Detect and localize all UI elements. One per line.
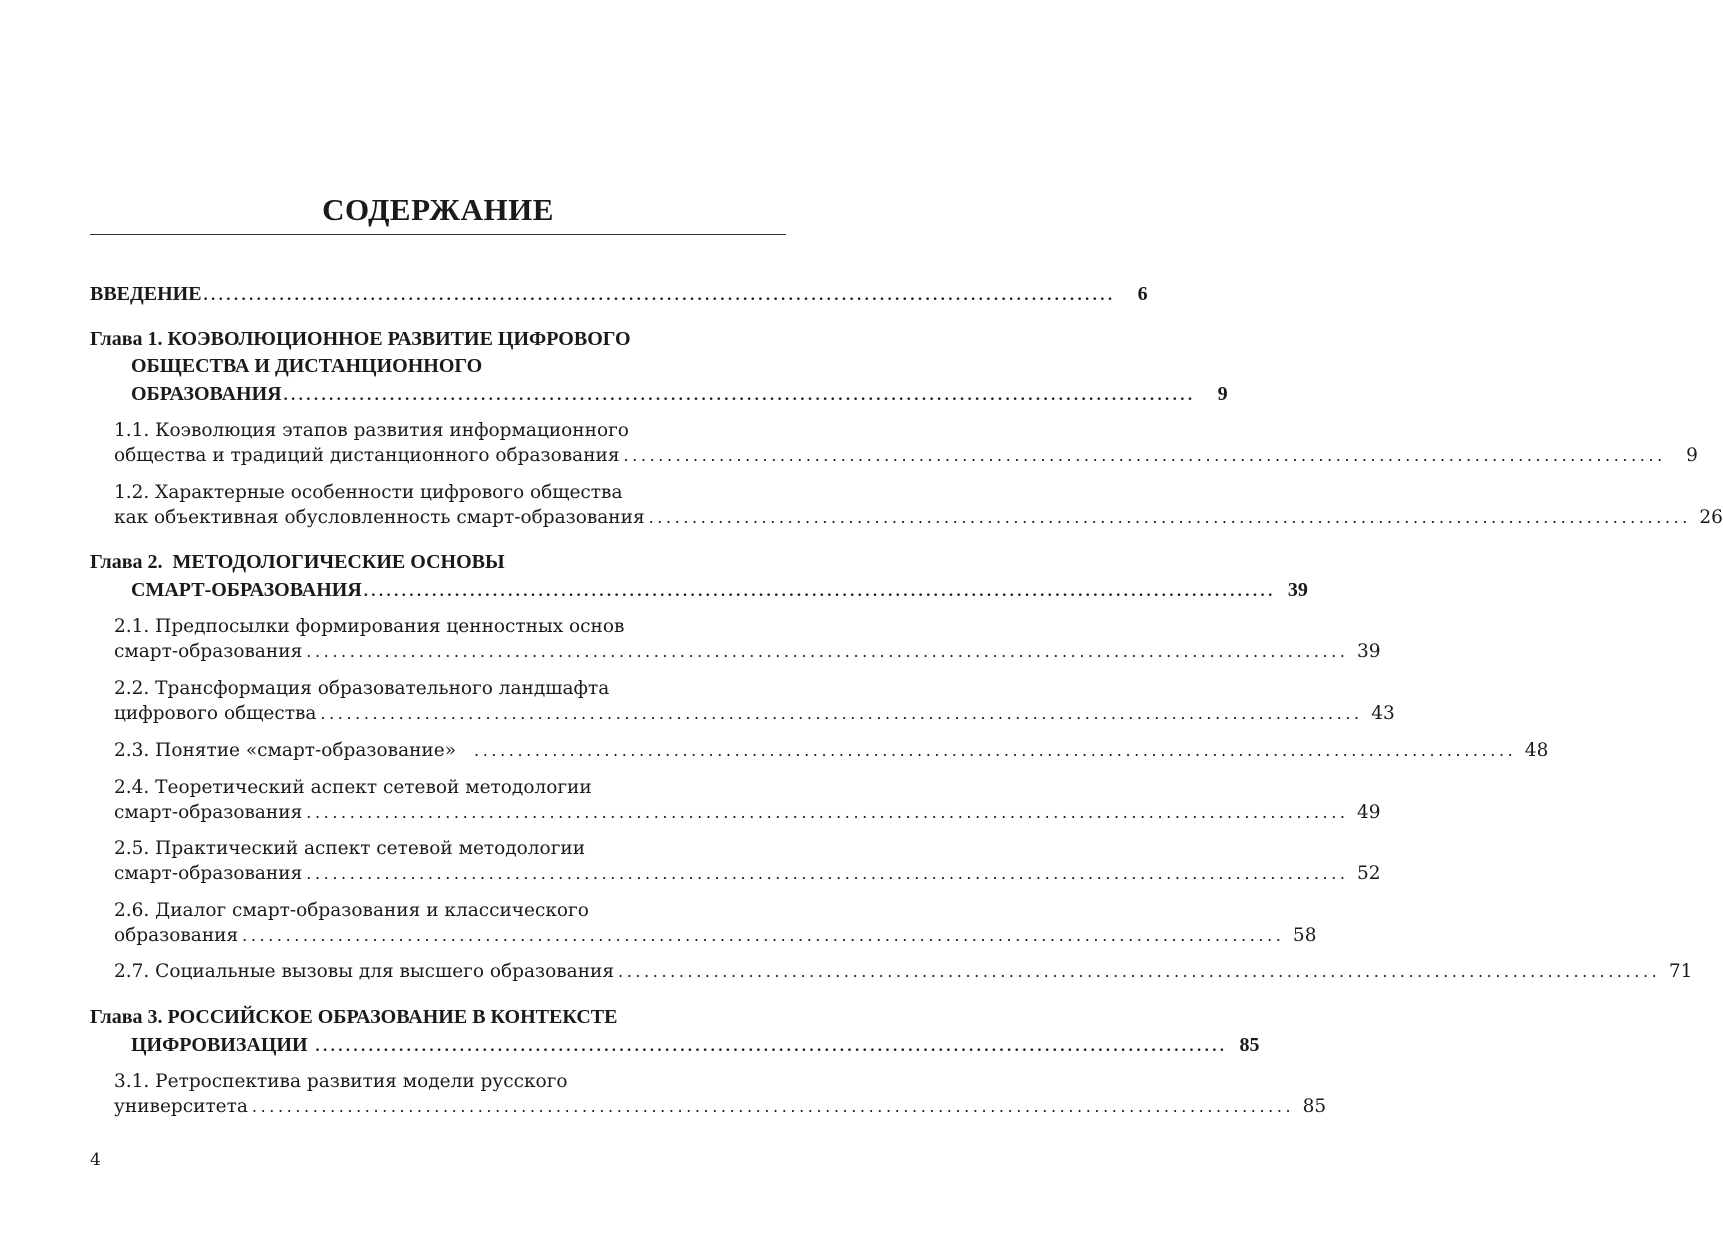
- toc-entry-text: СМАРТ-ОБРАЗОВАНИЯ: [131, 579, 362, 601]
- toc-entry-page: 58: [1292, 925, 1317, 946]
- toc-entry-text: общества и традиций дистанционного образования: [114, 445, 620, 466]
- toc-entry-page: 26: [1699, 507, 1723, 528]
- toc-entry-page: 71: [1668, 961, 1693, 982]
- toc-entry-page: 39: [1357, 641, 1381, 662]
- toc-entry-text: смарт-образования: [114, 863, 303, 884]
- toc-entry-introduction[interactable]: [0, 280, 1148, 308]
- toc-entry-text: 2.6. Диалог смарт-образования и классического: [114, 900, 589, 921]
- dot-leader: ........................................................................................................................: [251, 1097, 1295, 1116]
- toc-entry-text: 2.7. Социальные вызовы для высшего образования: [114, 961, 615, 982]
- toc-entry-page: 85: [1302, 1096, 1327, 1117]
- toc-entry-last-line: [0, 442, 1698, 470]
- toc-entry-text: Глава 3. РОССИЙСКОЕ ОБРАЗОВАНИЕ В КОНТЕКСТЕ: [90, 1006, 618, 1028]
- toc-entry-last-line: [0, 922, 1317, 950]
- dot-leader: ........................................................................................................................: [474, 741, 1517, 760]
- toc-entry-page: 6: [1137, 283, 1148, 305]
- toc-entry-text: 2.4. Теоретический аспект сетевой методологии: [114, 777, 592, 798]
- toc-entry-text: Глава 2. МЕТОДОЛОГИЧЕСКИЕ ОСНОВЫ: [90, 551, 505, 573]
- toc-entry-page: 43: [1371, 703, 1395, 724]
- toc-entry-text: ЦИФРОВИЗАЦИИ: [131, 1034, 308, 1056]
- toc-entry-last-line: [0, 380, 1228, 408]
- toc-entry-text: 2.2. Трансформация образовательного ландшафта: [114, 678, 610, 699]
- dot-leader: ........................................................................................................................: [363, 583, 1276, 600]
- title-rule: [90, 234, 786, 235]
- toc-entry-text: 1.1. Коэволюция этапов развития информационного: [114, 420, 629, 441]
- toc-entry-last-line: [0, 700, 1395, 728]
- page-title: СОДЕРЖАНИЕ: [322, 192, 554, 227]
- dot-leader: ........................................................................................................................: [306, 642, 1349, 661]
- dot-leader: ........................................................................................................................: [203, 287, 1116, 304]
- toc-entry-last-line: [0, 799, 1381, 827]
- toc-entry-page: 9: [1217, 383, 1228, 405]
- toc-entry-text: ОБРАЗОВАНИЯ: [131, 383, 282, 405]
- dot-leader: ........................................................................................................................: [648, 508, 1691, 527]
- toc-entry-text: образования: [114, 925, 239, 946]
- dot-leader: ........................................................................................................................: [618, 962, 1661, 981]
- toc-entry-text: 3.1. Ретроспектива развития модели русского: [114, 1071, 568, 1092]
- dot-leader: ........................................................................................................................: [283, 387, 1196, 404]
- toc-entry-page: 39: [1287, 579, 1308, 601]
- toc-entry-text: 2.1. Предпосылки формирования ценностных основ: [114, 616, 625, 637]
- dot-leader: ........................................................................................................................: [320, 704, 1363, 723]
- toc-entry-last-line: [0, 1093, 1327, 1121]
- toc-entry-text: ОБЩЕСТВА И ДИСТАНЦИОННОГО: [131, 355, 483, 377]
- toc-entry-last-line: [0, 1031, 1260, 1059]
- toc-entry-text: 1.2. Характерные особенности цифрового общества: [114, 482, 623, 503]
- dot-leader: ........................................................................................................................: [242, 926, 1285, 945]
- toc-entry-page: 49: [1357, 802, 1381, 823]
- dot-leader: ........................................................................................................................: [306, 864, 1349, 883]
- toc-entry-last-line: [0, 576, 1308, 604]
- toc-entry-text: цифрового общества: [114, 703, 317, 724]
- toc-entry-text: 2.3. Понятие «смарт-образование»: [114, 740, 457, 761]
- toc-section-2-3[interactable]: [0, 737, 1549, 765]
- page-number: 4: [90, 1150, 101, 1170]
- toc-entry-page: 85: [1239, 1034, 1260, 1056]
- toc-entry-text: как объективная обусловленность смарт-образования: [114, 507, 645, 528]
- toc-entry-text: смарт-образования: [114, 802, 303, 823]
- toc-entry-page: 48: [1524, 740, 1549, 761]
- dot-leader: ........................................................................................................................: [623, 446, 1666, 465]
- toc-entry-text: смарт-образования: [114, 641, 303, 662]
- toc-entry-text: ВВЕДЕНИЕ: [90, 283, 202, 305]
- toc-entry-last-line: [0, 638, 1381, 666]
- dot-leader: ........................................................................................................................: [315, 1038, 1228, 1055]
- toc-entry-last-line: [0, 504, 1723, 532]
- dot-leader: ........................................................................................................................: [306, 803, 1349, 822]
- toc-entry-text: университета: [114, 1096, 248, 1117]
- toc-entry-text: Глава 1. КОЭВОЛЮЦИОННОЕ РАЗВИТИЕ ЦИФРОВОГО: [90, 328, 631, 350]
- toc-section-2-7[interactable]: [0, 958, 1693, 986]
- toc-entry-page: 9: [1686, 445, 1698, 466]
- toc-entry-last-line: [0, 860, 1381, 888]
- toc-entry-page: 52: [1357, 863, 1381, 884]
- toc-entry-text: 2.5. Практический аспект сетевой методологии: [114, 838, 586, 859]
